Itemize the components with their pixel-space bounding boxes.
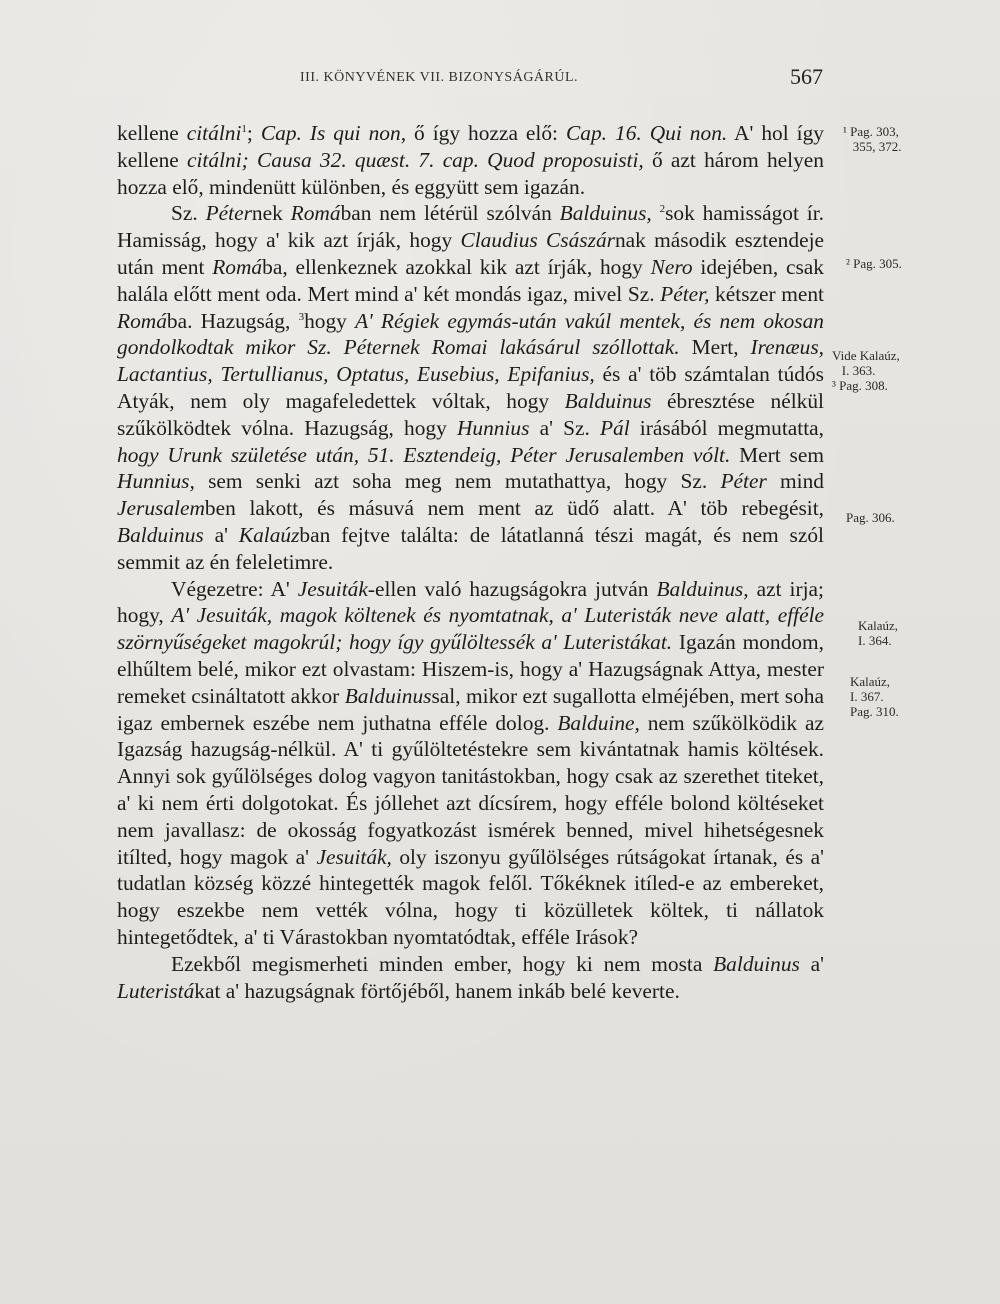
paragraph: kellene citálni$^1$; Cap. Is qui non, ő így hozza elő: Cap. 16. Qui non. A' hol így kellene citálni; Causa 32. quæst. 7. cap. Quod proposuisti, ő azt három helyen hozza elő, mindenütt különben, és eggyütt sem igazán. (117, 121, 824, 199)
margin-note: ¹ Pag. 303, 355, 372. (843, 124, 902, 154)
margin-note: Pag. 306. (846, 510, 895, 525)
margin-note: Kalaúz, I. 364. (858, 618, 899, 648)
paragraph: Végezetre: A' Jesuiták-ellen való hazugságokra jutván Balduinus, azt irja; hogy, A' Jesuiták, magok költenek és nyomtatnak, a' Luteristák neve alatt, efféle szörnyűségeket magokrúl; hogy így gyűlöltessék a' Luteristákat. Igazán mondom, elhűltem belé, mikor ezt olvastam: Hiszem-is, hogy a' Hazugságnak Attya, mester remeket csináltatott akkor Balduinussal, mikor ezt sugallotta elméjében, mert soha igaz embernek eszébe nem juthatna efféle dolog. Balduine, nem szűkölködik az Igazság hazugság-nélkül. A' ti gyűlöltetéstekre sem kivántatnak hamis költések. Annyi sok gyűlölséges dolog vagyon tanitástokban, hogy csak az szerethet titeket, a' ki nem érti dolgotokat. És jóllehet azt dícsírem, hogy efféle bolond költéseket nem javallasz: de okosság fogyatkozást ismérek benned, mivel hihetségesnek itílted, hogy magok a' Jesuiták, oly iszonyu gyűlölséges rútságokat írtanak, és a' tudatlan község közzé hintegették magok felől. Tőkéknek itíled-e az embereket, hogy eszekbe nem vették vólna, hogy ti közülletek költek, ti nállatok hintegetődtek, a' ti Várastokban nyomtatódtak, efféle Irások? (117, 576, 825, 949)
paragraph: Ezekből megismerheti minden ember, hogy ki nem mosta Balduinus a' Luteristákat a' hazugságnak förtőjéből, hanem inkáb belé keverte. (117, 951, 824, 1003)
margin-note: Vide Kalaúz, I. 363. ³ Pag. 308. (832, 348, 900, 393)
page-number: 567 (790, 64, 823, 89)
margin-note: ² Pag. 305. (846, 256, 902, 271)
paragraph: Sz. Péternek Romában nem létérül szólván Balduinus, $^2$sok hamisságot ír. Hamisság, hogy a' kik azt írják, hogy Claudius Császárnak második esztendeje után ment Romába, ellenkeznek azokkal kik azt írják, hogy Nero idejében, csak halála előtt ment oda. Mert mind a' két mondás igaz, mivel Sz. Péter, kétszer ment Romába. Hazugság, $^3$hogy A' Régiek egymás-után vakúl mentek, és nem okosan gondolkodtak mikor Sz. Péternek Romai lakásárul szóllottak. Mert, Irenæus, Lactantius, Tertullianus, Optatus, Eusebius, Epifanius, és a' töb számtalan túdós Atyák, nem oly magafeledettek vóltak, hogy Balduinus ébresztése nélkül szűkölködtek vólna. Hazugság, hogy Hunnius a' Sz. Pál irásából megmutatta, hogy Urunk születése után, 51. Esztendeig, Péter Jerusalemben vólt. Mert sem Hunnius, sem senki azt soha meg nem mutathattya, hogy Sz. Péter mind Jerusalemben lakott, és másuvá nem ment az üdő alatt. A' töb rebegésit, Balduinus a' Kalaúzban fejtve találta: de látatlanná tészi magát, és nem szól semmit az én feleletimre. (117, 201, 825, 574)
main-text (117, 120, 824, 1004)
margin-note: Kalaúz, I. 367. Pag. 310. (850, 674, 899, 719)
running-head: III. KÖNYVÉNEK VII. BIZONYSÁGÁRÚL. (300, 70, 579, 85)
